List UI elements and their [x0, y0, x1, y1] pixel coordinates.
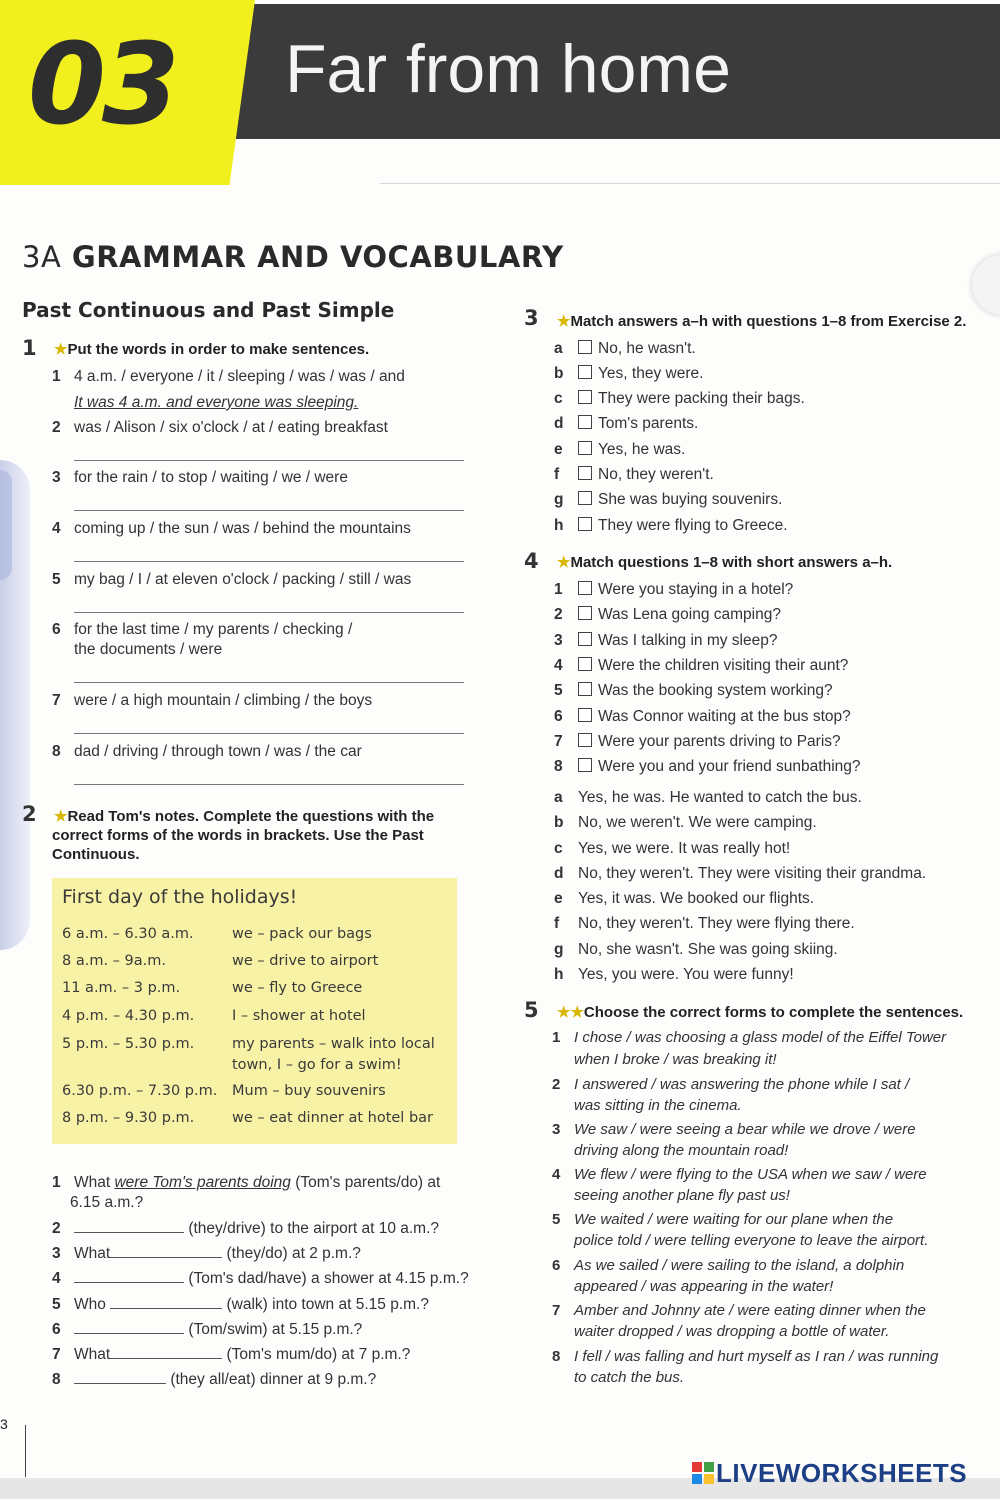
ex2-question-6: 6 (Tom/swim) at 5.15 p.m.?	[52, 1321, 363, 1338]
notes-activity-6: Mum – buy souvenirs	[232, 1083, 386, 1099]
ex5-item-8: 8 I fell / was falling and hurt myself as I ran / was running	[552, 1348, 939, 1365]
ex1-answer-line-2[interactable]	[74, 460, 464, 461]
ex1-answer-line-6[interactable]	[74, 682, 464, 683]
exercise-4-number: 4	[524, 549, 539, 573]
ex1-answer-line-8[interactable]	[74, 784, 464, 785]
ex1-answer-line-5[interactable]	[74, 612, 464, 613]
ex4-answer-e: e Yes, it was. We booked our flights.	[554, 890, 815, 907]
ex1-item-2: 2 was / Alison / six o'clock / at / eating breakfast	[52, 419, 388, 436]
ex2-blank-3[interactable]	[110, 1243, 222, 1258]
ex5-item-1-cont: when I broke / was breaking it!	[574, 1051, 777, 1068]
side-scroll-handle[interactable]	[972, 255, 1000, 315]
ex4-answer-h: h Yes, you were. You were funny!	[554, 966, 794, 983]
ex2-question-8: 8 (they all/eat) dinner at 9 p.m.?	[52, 1371, 377, 1388]
ex2-question-1: 1 What were Tom's parents doing (Tom's parents/do) at	[52, 1174, 441, 1191]
star-icon: ★	[54, 341, 68, 358]
notes-time-3: 11 a.m. – 3 p.m.	[62, 980, 181, 996]
notes-time-7: 8 p.m. – 9.30 p.m.	[62, 1110, 195, 1126]
ex2-blank-5[interactable]	[110, 1294, 222, 1309]
exercise-5-instruction: ★★Choose the correct forms to complete the sentences.	[557, 1004, 964, 1021]
checkbox[interactable]	[578, 708, 592, 722]
notes-activity-7: we – eat dinner at hotel bar	[232, 1110, 433, 1126]
ex4-answer-f: f No, they weren't. They were flying there.	[554, 915, 855, 932]
ex2-blank-8[interactable]	[74, 1369, 166, 1384]
ex3-item-g: g She was buying souvenirs.	[554, 491, 783, 508]
ex2-blank-4[interactable]	[74, 1268, 184, 1283]
footer-divider	[25, 1425, 26, 1477]
exercise-1-number: 1	[22, 336, 37, 360]
checkbox[interactable]	[578, 682, 592, 696]
ex2-question-1-cont: 6.15 a.m.?	[70, 1194, 144, 1211]
ex4-question-1: 1 Were you staying in a hotel?	[554, 581, 794, 598]
ex4-answer-d: d No, they weren't. They were visiting their grandma.	[554, 865, 927, 882]
exercise-2-instruction-l1: ★Read Tom's notes. Complete the questions with the	[54, 808, 435, 825]
ex5-item-2-cont: was sitting in the cinema.	[574, 1097, 742, 1114]
grammar-subheading: Past Continuous and Past Simple	[22, 298, 395, 322]
ex1-item-7: 7 were / a high mountain / climbing / the boys	[52, 692, 373, 709]
notes-time-1: 6 a.m. – 6.30 a.m.	[62, 926, 194, 942]
ex2-question-5: 5 Who (walk) into town at 5.15 p.m.?	[52, 1296, 429, 1313]
ex1-item-6: 6 for the last time / my parents / checking /	[52, 621, 353, 638]
ex3-item-b: b Yes, they were.	[554, 365, 704, 382]
exercise-2-instruction-l3: Continuous.	[52, 846, 140, 863]
ex5-item-3-cont: driving along the mountain road!	[574, 1142, 789, 1159]
exercise-2-number: 2	[22, 802, 37, 826]
checkbox[interactable]	[578, 632, 592, 646]
notes-activity-2: we – drive to airport	[232, 953, 379, 969]
checkbox[interactable]	[578, 365, 592, 379]
ex4-answer-g: g No, she wasn't. She was going skiing.	[554, 941, 838, 958]
side-panel-tab-highlight	[0, 470, 12, 580]
ex4-question-4: 4 Were the children visiting their aunt?	[554, 657, 849, 674]
ex2-question-4: 4 (Tom's dad/have) a shower at 4.15 p.m.?	[52, 1270, 469, 1287]
notes-activity-1: we – pack our bags	[232, 926, 372, 942]
header-divider	[380, 183, 1000, 184]
ex4-question-8: 8 Were you and your friend sunbathing?	[554, 758, 861, 775]
star-icon: ★	[557, 313, 571, 330]
checkbox[interactable]	[578, 491, 592, 505]
notes-title: First day of the holidays!	[62, 886, 298, 908]
checkbox[interactable]	[578, 390, 592, 404]
exercise-2-instruction-l2: correct forms of the words in brackets. Use the Past	[52, 827, 424, 844]
liveworksheets-icon	[692, 1462, 714, 1484]
ex2-question-2: 2 (they/drive) to the airport at 10 a.m.?	[52, 1220, 440, 1237]
notes-time-4: 4 p.m. – 4.30 p.m.	[62, 1008, 195, 1024]
exercise-1-instruction: ★Put the words in order to make sentences.	[54, 341, 370, 358]
exercise-5-number: 5	[524, 998, 539, 1022]
ex1-item-3: 3 for the rain / to stop / waiting / we / were	[52, 469, 348, 486]
ex5-item-3: 3 We saw / were seeing a bear while we drove / were	[552, 1121, 916, 1138]
checkbox[interactable]	[578, 340, 592, 354]
notes-activity-5: my parents – walk into local	[232, 1036, 435, 1052]
ex3-item-f: f No, they weren't.	[554, 466, 714, 483]
ex1-item-5: 5 my bag / I / at eleven o'clock / packing / still / was	[52, 571, 412, 588]
exercise-3-instruction: ★Match answers a–h with questions 1–8 from Exercise 2.	[557, 313, 967, 330]
ex2-question-3: 3 What (they/do) at 2 p.m.?	[52, 1245, 361, 1262]
ex5-item-7-cont: waiter dropped / was dropping a bottle of water.	[574, 1323, 890, 1340]
star-icon: ★	[557, 554, 571, 571]
star-icon: ★★	[557, 1004, 584, 1021]
checkbox[interactable]	[578, 581, 592, 595]
checkbox[interactable]	[578, 733, 592, 747]
unit-title: Far from home	[285, 31, 731, 107]
exercise-3-number: 3	[524, 306, 539, 330]
ex4-answer-a: a Yes, he was. He wanted to catch the bus.	[554, 789, 862, 806]
ex3-item-e: e Yes, he was.	[554, 441, 686, 458]
ex5-item-5-cont: police told / were telling everyone to leave the airport.	[574, 1232, 929, 1249]
notes-activity-3: we – fly to Greece	[232, 980, 363, 996]
ex1-answer-line-7[interactable]	[74, 733, 464, 734]
ex5-item-7: 7 Amber and Johnny ate / were eating dinner when the	[552, 1302, 926, 1319]
ex4-question-2: 2 Was Lena going camping?	[554, 606, 781, 623]
ex5-item-5: 5 We waited / were waiting for our plane when the	[552, 1211, 894, 1228]
ex2-question-7: 7 What (Tom's mum/do) at 7 p.m.?	[52, 1346, 411, 1363]
checkbox[interactable]	[578, 466, 592, 480]
notes-time-5: 5 p.m. – 5.30 p.m.	[62, 1036, 195, 1052]
ex4-answer-c: c Yes, we were. It was really hot!	[554, 840, 791, 857]
ex5-item-1: 1 I chose / was choosing a glass model of the Eiffel Tower	[552, 1029, 947, 1046]
ex5-item-6: 6 As we sailed / were sailing to the island, a dolphin	[552, 1257, 905, 1274]
ex4-question-5: 5 Was the booking system working?	[554, 682, 833, 699]
exercise-4-instruction: ★Match questions 1–8 with short answers a–h.	[557, 554, 893, 571]
ex1-answer-line-4[interactable]	[74, 561, 464, 562]
ex5-item-4: 4 We flew / were flying to the USA when we saw / were	[552, 1166, 927, 1183]
brand-logo[interactable]: LIVEWORKSHEETS	[692, 1458, 967, 1489]
notes-activity-4: I – shower at hotel	[232, 1008, 366, 1024]
ex4-question-3: 3 Was I talking in my sleep?	[554, 632, 778, 649]
ex3-item-d: d Tom's parents.	[554, 415, 699, 432]
ex1-item-1: 1 4 a.m. / everyone / it / sleeping / was / was / and	[52, 368, 405, 385]
checkbox[interactable]	[578, 657, 592, 671]
ex3-item-a: a No, he wasn't.	[554, 340, 696, 357]
ex4-question-6: 6 Was Connor waiting at the bus stop?	[554, 708, 851, 725]
notes-time-2: 8 a.m. – 9a.m.	[62, 953, 166, 969]
page-number: 3	[0, 1416, 8, 1432]
ex4-question-7: 7 Were your parents driving to Paris?	[554, 733, 841, 750]
ex3-item-h: h They were flying to Greece.	[554, 517, 788, 534]
unit-number: 03	[28, 20, 176, 150]
ex1-item-1-answer: It was 4 a.m. and everyone was sleeping.	[74, 394, 359, 411]
ex2-blank-2[interactable]	[74, 1218, 184, 1233]
ex2-blank-7[interactable]	[110, 1344, 222, 1359]
ex1-item-8: 8 dad / driving / through town / was / the car	[52, 743, 362, 760]
ex5-item-8-cont: to catch the bus.	[574, 1369, 685, 1386]
ex3-item-c: c They were packing their bags.	[554, 390, 805, 407]
ex5-item-6-cont: appeared / was appearing in the water!	[574, 1278, 834, 1295]
checkbox[interactable]	[578, 606, 592, 620]
ex2-blank-6[interactable]	[74, 1319, 184, 1334]
star-icon: ★	[54, 808, 68, 825]
checkbox[interactable]	[578, 415, 592, 429]
ex4-answer-b: b No, we weren't. We were camping.	[554, 814, 817, 831]
checkbox[interactable]	[578, 517, 592, 531]
ex1-item-4: 4 coming up / the sun / was / behind the mountains	[52, 520, 411, 537]
ex1-answer-line-3[interactable]	[74, 510, 464, 511]
checkbox[interactable]	[578, 758, 592, 772]
notes-time-6: 6.30 p.m. – 7.30 p.m.	[62, 1083, 218, 1099]
ex5-item-2: 2 I answered / was answering the phone while I sat /	[552, 1076, 910, 1093]
section-title: 3A GRAMMAR AND VOCABULARY	[22, 240, 564, 274]
ex5-item-4-cont: seeing another plane fly past us!	[574, 1187, 790, 1204]
ex1-item-6-cont: the documents / were	[74, 641, 223, 658]
checkbox[interactable]	[578, 441, 592, 455]
notes-activity-5-cont: town, I – go for a swim!	[232, 1057, 402, 1073]
